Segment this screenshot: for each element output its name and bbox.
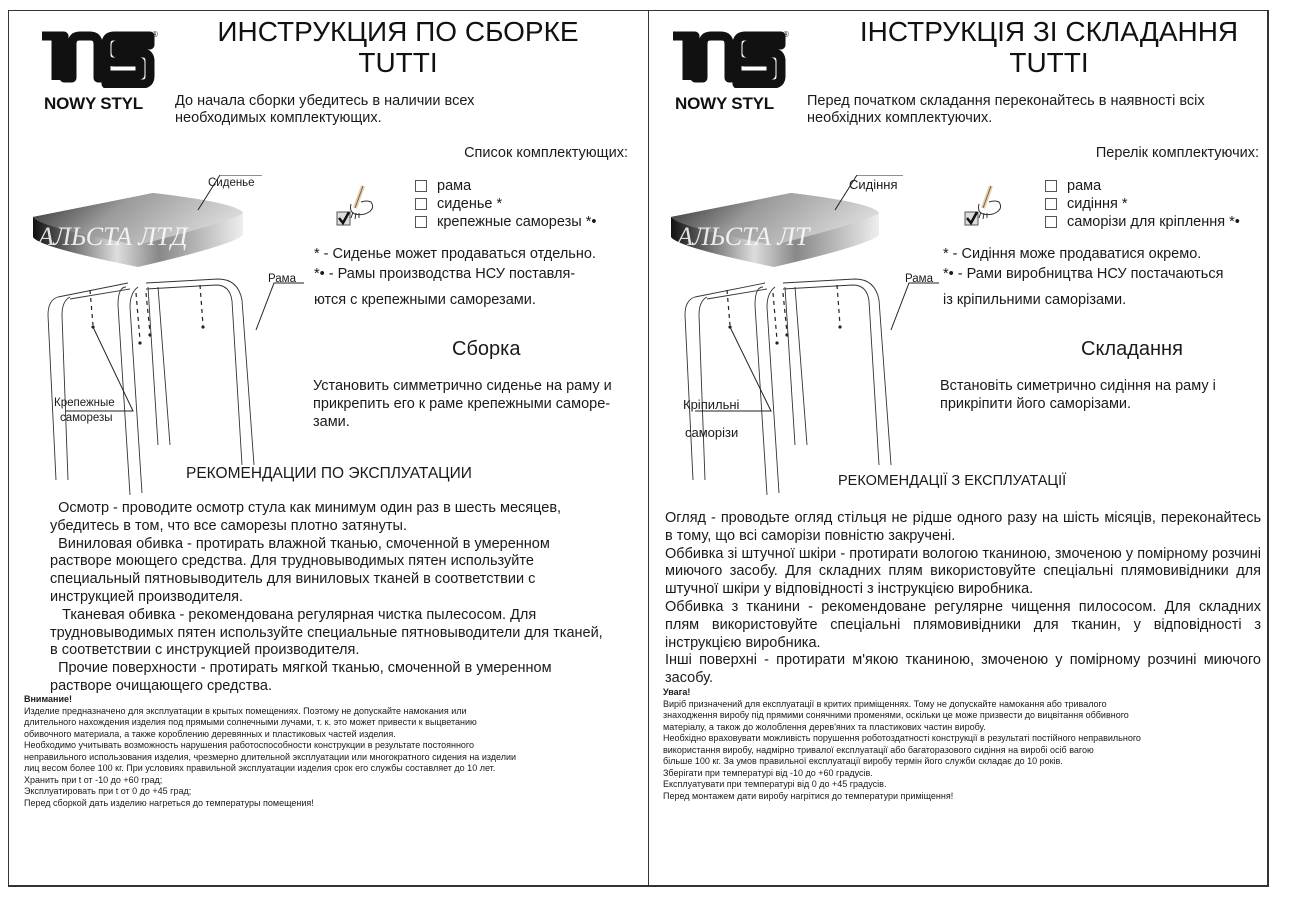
footnote-frame: *• - Рамы производства НСУ поставля-	[314, 266, 576, 282]
label-screws-cont: саморезы	[60, 412, 113, 424]
stool-illustration	[18, 175, 318, 510]
brand-name: NOWY STYL	[675, 94, 774, 113]
footnotes	[314, 246, 634, 308]
checklist-item-frame[interactable]: рама	[415, 177, 596, 195]
assembly-title: Сборка	[452, 338, 521, 360]
rec-fabric: Оббивка з тканини - рекомендоване регулярне чищення пилососом. Для складних плям використовуйте спеціальні плямовивідники для тканин, у відповідності з інструкцією виробника.	[665, 598, 1261, 651]
warning-title: Увага!	[663, 687, 691, 697]
brand-name: NOWY STYL	[44, 94, 143, 113]
intro-line: необхідних комплектуючих.	[807, 110, 993, 126]
rec-inspection: Осмотр - проводите осмотр стула как минимум один раз в шесть месяцев, убедитесь в том, что все саморезы плотно затянуты.	[50, 500, 566, 534]
recommendations-text	[50, 500, 612, 696]
warning-block: Увага! Виріб призначений для експлуатації в критих приміщеннях. Тому не допускайте намокання або тривалого знаходження виробу під прямими сонячними променями, оскільки це може призвести до вицвітання оббивного матеріалу, а також до жолоблення дерев'яних та пластикових частин виробу. Необхідно враховувати можливість порушення роботоздатності конструкції в результаті постійного неправильного використання виробу, надмірно тривалої експлуатації або багаторазового сидіння на виробі осіб вагою більше 100 кг. За умов правильної експлуатації виробу термін його служби складає до 10 років. Зберігати при температурі від -10 до +60 градусів. Експлуатувати при температурі від 0 до +45 градусів. Перед монтажем дати виробу нагрітися до температури приміщення!	[663, 687, 1273, 802]
hand-pencil-icon	[961, 182, 1009, 237]
hand-pencil-icon	[333, 182, 381, 237]
checklist-item-seat[interactable]: сидіння *	[1045, 195, 1240, 213]
checklist-item-screws[interactable]: саморізи для кріплення *•	[1045, 213, 1240, 231]
parts-checklist	[1045, 177, 1240, 231]
watermark-text: АЛЬСТА ЛТД	[38, 222, 188, 251]
intro-line: Перед початком складання переконайтесь в наявності всіх	[807, 93, 1205, 109]
checkbox[interactable]	[1045, 180, 1057, 192]
intro-line: необходимых комплектующих.	[175, 110, 382, 126]
footnote-seat: * - Сидіння може продаватися окремо.	[943, 246, 1202, 262]
page-russian	[8, 10, 648, 887]
warning-title: Внимание!	[24, 694, 72, 704]
rec-other: Прочие поверхности - протирать мягкой тканью, смоченной в умеренном растворе очищающего средства.	[50, 660, 556, 694]
checklist-item-frame[interactable]: рама	[1045, 177, 1240, 195]
title-line-1: ІНСТРУКЦІЯ ЗІ СКЛАДАННЯ	[859, 16, 1239, 47]
footnote-frame: *• - Рами виробництва НСУ постачаються	[943, 266, 1224, 282]
page-ukrainian	[649, 10, 1289, 887]
ns-logo-icon	[38, 28, 160, 88]
title-product-name: TUTTI	[358, 47, 438, 78]
intro-text	[175, 93, 635, 127]
label-screws-cont: саморізи	[685, 425, 739, 440]
warning-block: Внимание! Изделие предназначено для эксплуатации в крытых помещениях. Поэтому не допускайте намокания или длительного нахождения изделия под прямыми солнечными лучами, т. к. это может привести к выцветанию обивочного материала, а также короблению деревянных и пластиковых частей изделия. Необходимо учитывать возможность нарушения работоспособности конструкции в результате постоянного неправильного использования изделия, чрезмерно длительной эксплуатации или многократного сидения на изделии лиц весом более 100 кг. При условиях правильной эксплуатации изделия срок его службы составляет до 10 лет. Хранить при t от -10 до +60 град; Эксплуатировать при t от 0 до +45 град; Перед сборкой дать изделию нагреться до температуры помещения!	[24, 694, 624, 809]
assembly-text: Установить симметрично сиденье на раму и прикрепить его к раме крепежными саморе- зами.	[313, 378, 612, 430]
checklist-item-seat[interactable]: сиденье *	[415, 195, 596, 213]
footnote-frame-cont: із кріпильними саморізами.	[943, 292, 1127, 308]
assembly-title: Складання	[1081, 338, 1183, 360]
footnotes	[943, 246, 1283, 308]
page-title	[168, 16, 628, 78]
checklist-item-screws[interactable]: крепежные саморезы *•	[415, 213, 596, 231]
checkbox[interactable]	[1045, 198, 1057, 210]
checkbox[interactable]	[415, 180, 427, 192]
title-line-1: ИНСТРУКЦИЯ ПО СБОРКЕ	[217, 16, 579, 47]
footnote-frame-cont: ются с крепежными саморезами.	[314, 292, 536, 308]
parts-checklist	[415, 177, 596, 231]
label-frame: Рама	[905, 273, 933, 285]
ns-logo-icon	[669, 28, 791, 88]
assembly-text: Встановіть симетрично сидіння на раму і прикріпити його саморізами.	[940, 378, 1216, 412]
rec-leatherette: Оббивка зі штучної шкіри - протирати вологою тканиною, змоченою у помірному розчині миючого засобу. Для складних плям використовуйте спеціальні плямовивідники для штучної шкіри у відповідності з інструкцією виробника.	[665, 545, 1261, 598]
registered-mark: ®	[152, 30, 158, 39]
nowy-styl-logo	[38, 28, 164, 114]
intro-text	[807, 93, 1267, 127]
checkbox[interactable]	[415, 216, 427, 228]
checkbox[interactable]	[1045, 216, 1057, 228]
page-title	[809, 16, 1289, 78]
recommendations-text	[665, 510, 1261, 688]
footnote-seat: * - Сиденье может продаваться отдельно.	[314, 246, 596, 262]
recommendations-title: РЕКОМЕНДАЦІЇ З ЕКСПЛУАТАЦІЇ	[838, 473, 1067, 489]
stool-illustration	[659, 175, 959, 510]
label-frame: Рама	[268, 273, 296, 285]
label-seat: Сидіння	[849, 177, 898, 192]
rec-fabric: Тканевая обивка - рекомендована регулярная чистка пылесосом. Для трудновыводимых пятен используйте специальные пятновыводители для тканей, в соответствии с инструкцией производителя.	[50, 606, 607, 659]
watermark-text: АЛЬСТА ЛТ	[677, 222, 810, 251]
parts-list-title: Список комплектующих:	[464, 145, 628, 161]
svg-text:®: ®	[783, 30, 789, 39]
title-product-name: TUTTI	[1009, 47, 1089, 78]
rec-vinyl: Виниловая обивка - протирать влажной тканью, смоченной в умеренном растворе моющего средства. Для трудновыводимых пятен используйте специальный пятновыводитель для виниловых тканей в соответствии с инструкцией производителя.	[50, 535, 554, 605]
rec-inspection: Огляд - проводьте огляд стільця не рідше одного разу на шість місяців, переконайтесь в тому, що всі саморізи повністю закручені.	[665, 510, 1261, 544]
recommendations-title: РЕКОМЕНДАЦИИ ПО ЭКСПЛУАТАЦИИ	[186, 465, 472, 482]
label-screws: Крепежные	[54, 397, 115, 409]
rec-other: Інші поверхні - протирати м'якою тканиною, змоченою у помірному розчині миючого засобу.	[665, 652, 1261, 687]
intro-line: До начала сборки убедитесь в наличии всех	[175, 93, 475, 109]
label-seat: Сиденье	[208, 177, 255, 189]
label-screws: Кріпильні	[683, 397, 740, 412]
parts-list-title: Перелік комплектуючих:	[1095, 145, 1259, 161]
nowy-styl-logo	[669, 28, 795, 114]
checkbox[interactable]	[415, 198, 427, 210]
